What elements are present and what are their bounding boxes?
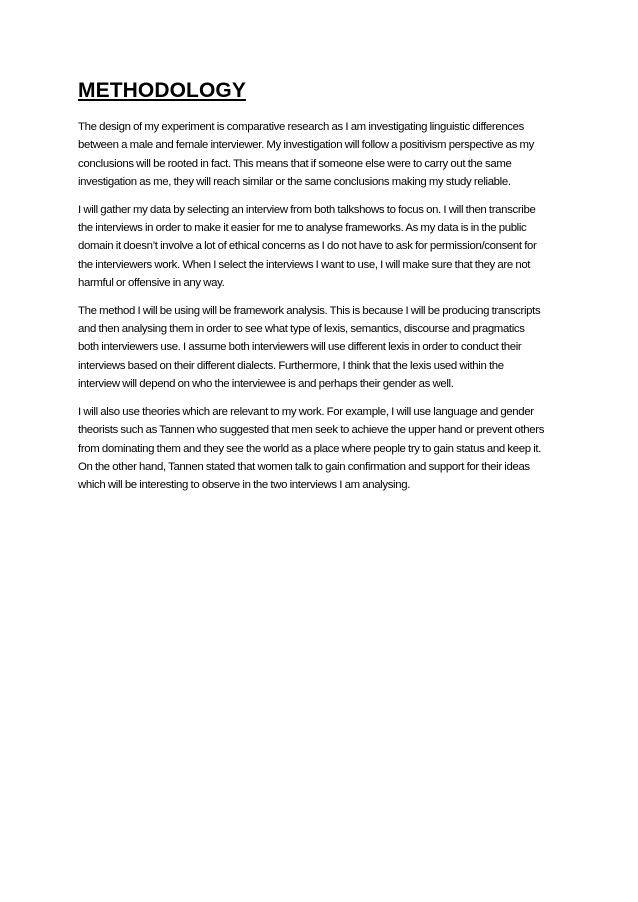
text-line: the interviews in order to make it easier for me to analyse frameworks. As my data is in the public	[78, 222, 527, 235]
text-line: interviews based on their different dialects. Furthermore, I think that the lexis used within the	[78, 359, 504, 372]
text-line: domain it doesn’t involve a lot of ethical concerns as I do not have to ask for permission/consent for	[78, 240, 537, 253]
text-line: theorists such as Tannen who suggested that men seek to achieve the upper hand or prevent others	[78, 424, 545, 437]
text-line: The method I will be using will be framework analysis. This is because I will be producing transcripts	[78, 304, 541, 317]
text-line: which will be interesting to observe in the two interviews I am analysing.	[78, 479, 411, 492]
paragraph-research-design	[78, 118, 560, 192]
text-line: between a male and female interviewer. My investigation will follow a positivism perspective as my	[78, 139, 534, 152]
text-line: both interviewers use. I assume both interviewers will use different lexis in order to conduct their	[78, 341, 522, 354]
text-line: investigation as me, they will reach similar or the same conclusions making my study reliable.	[78, 176, 511, 189]
paragraph-method	[78, 302, 560, 394]
page-title: METHODOLOGY	[78, 79, 246, 102]
text-line: interview will depend on who the interviewee is and perhaps their gender as well.	[78, 378, 454, 391]
text-line: On the other hand, Tannen stated that women talk to gain confirmation and support for their ideas	[78, 460, 530, 473]
text-line: and then analysing them in order to see what type of lexis, semantics, discourse and pragmatics	[78, 323, 525, 336]
document-body	[78, 118, 560, 504]
text-line: I will gather my data by selecting an interview from both talkshows to focus on. I will then transcribe	[78, 203, 536, 216]
text-line: harmful or offensive in any way.	[78, 277, 225, 290]
paragraph-data-gathering	[78, 201, 560, 293]
paragraph-theories	[78, 403, 560, 495]
text-line: conclusions will be rooted in fact. This means that if someone else were to carry out the same	[78, 157, 512, 170]
text-line: the interviewers work. When I select the interviews I want to use, I will make sure that they are not	[78, 258, 531, 271]
text-line: The design of my experiment is comparative research as I am investigating linguistic differences	[78, 121, 524, 133]
text-line: I will also use theories which are relevant to my work. For example, I will use language and gender	[78, 405, 534, 418]
text-line: from dominating them and they see the world as a place where people try to gain status and keep it.	[78, 442, 542, 455]
